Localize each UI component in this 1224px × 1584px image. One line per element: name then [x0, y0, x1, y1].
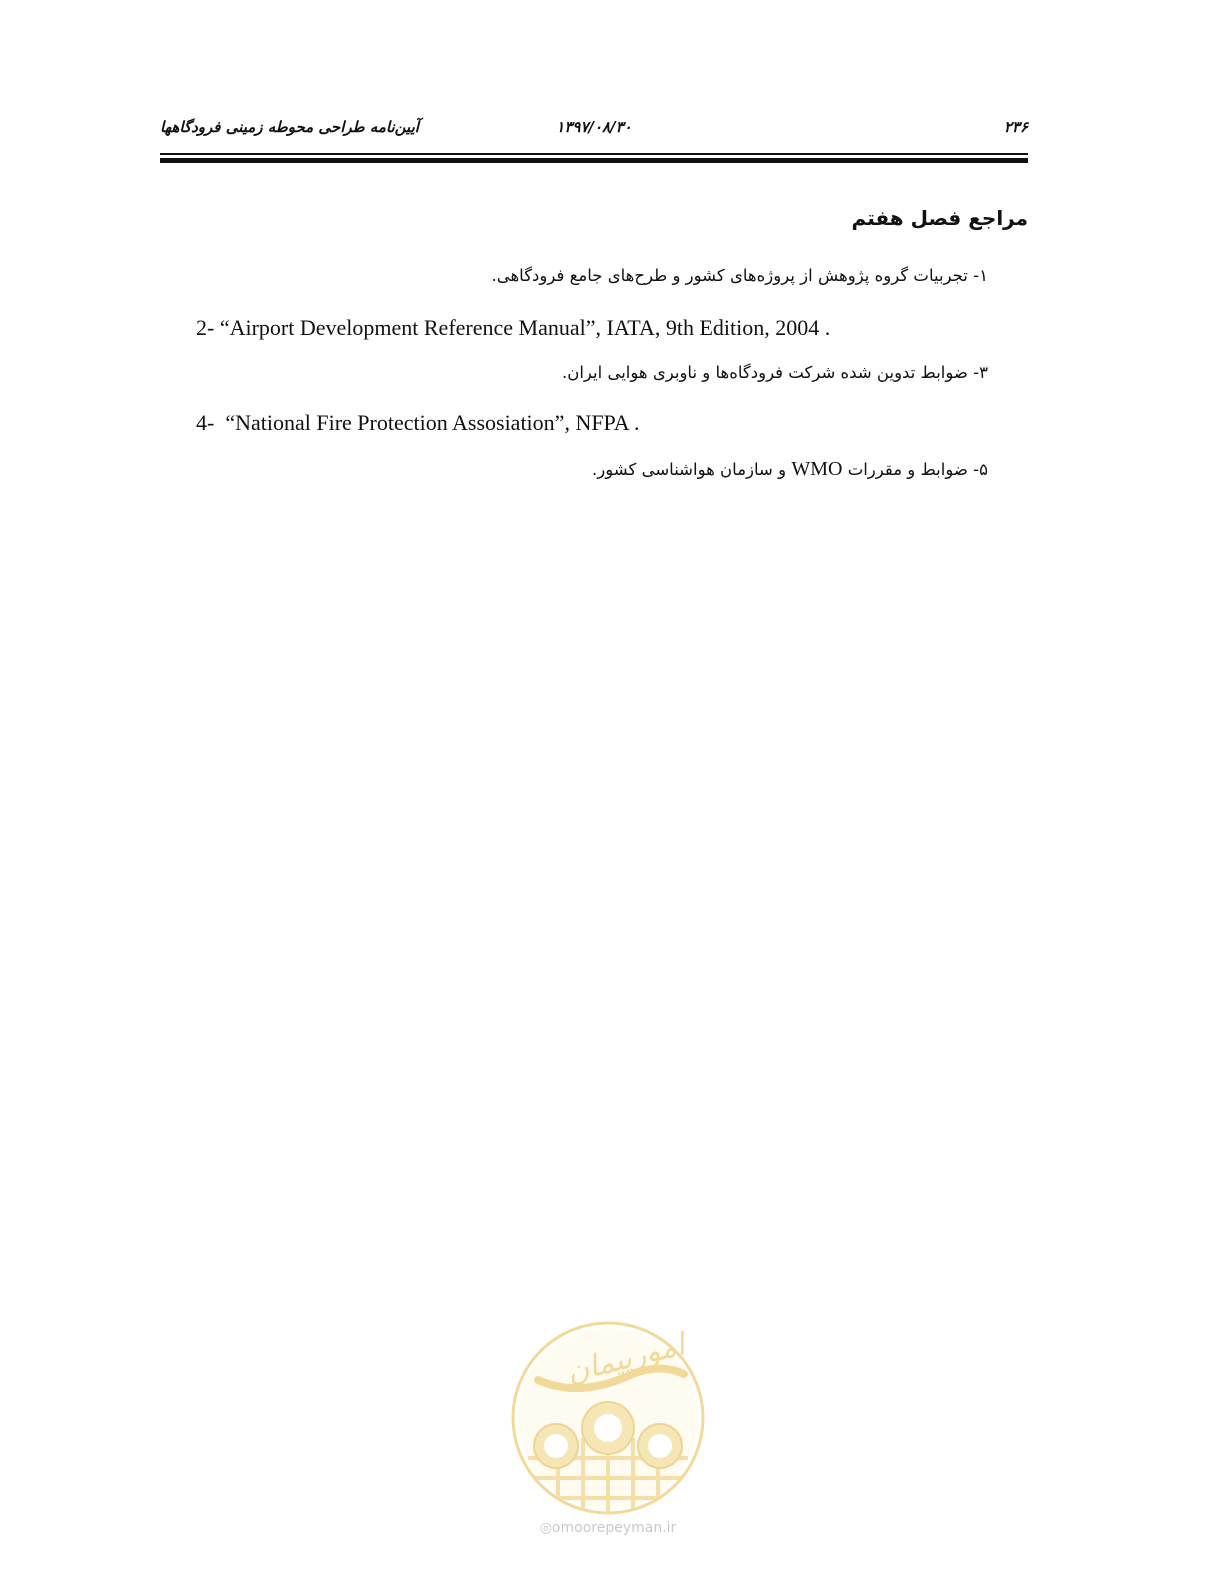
watermark-logo-icon: [508, 1318, 708, 1518]
reference-number: ۵-: [973, 460, 988, 479]
watermark-logo-text: امورپیمان: [563, 1327, 689, 1391]
reference-text: تجربیات گروه پژوهش از پروژه‌های کشور و طرح‌های جامع فرودگاهی.: [491, 266, 968, 285]
header-rule-thick: [160, 158, 1028, 163]
reference-item-5: [592, 458, 988, 481]
reference-acronym: WMO: [791, 458, 843, 480]
header-rule-thin: [160, 153, 1028, 155]
reference-text-after: و سازمان هواشناسی کشور.: [592, 460, 787, 479]
reference-text-before: ضوابط و مقررات: [847, 460, 968, 479]
reference-number: ۳-: [973, 363, 988, 382]
reference-number: ۱-: [973, 266, 988, 285]
reference-text: “National Fire Protection Assosiation”, NFPA .: [219, 410, 640, 435]
reference-item-4: [196, 410, 639, 436]
page-number: ۲۳۶: [1003, 118, 1028, 136]
reference-item-2: [196, 315, 830, 341]
reference-number: 2-: [196, 315, 215, 340]
reference-item-1: [491, 266, 988, 285]
reference-number: 4-: [196, 410, 215, 435]
reference-text: “Airport Development Reference Manual”, IATA, 9th Edition, 2004 .: [219, 315, 831, 340]
reference-text: ضوابط تدوین شده شرکت فرودگاه‌ها و ناوبری هوایی ایران.: [561, 363, 968, 382]
page-header: [160, 118, 1028, 148]
running-title: آیین‌نامه طراحی محوطه زمینی فرودگاهها: [160, 118, 419, 136]
header-date: ۱۳۹۷/۰۸/۳۰: [556, 118, 632, 136]
section-title: مراجع فصل هفتم: [851, 206, 1028, 230]
reference-item-3: [562, 363, 988, 382]
globe-icon: ◎: [539, 1520, 552, 1536]
watermark-site: [518, 1520, 698, 1536]
watermark-site-text: omoorepeyman.ir: [551, 1520, 677, 1536]
